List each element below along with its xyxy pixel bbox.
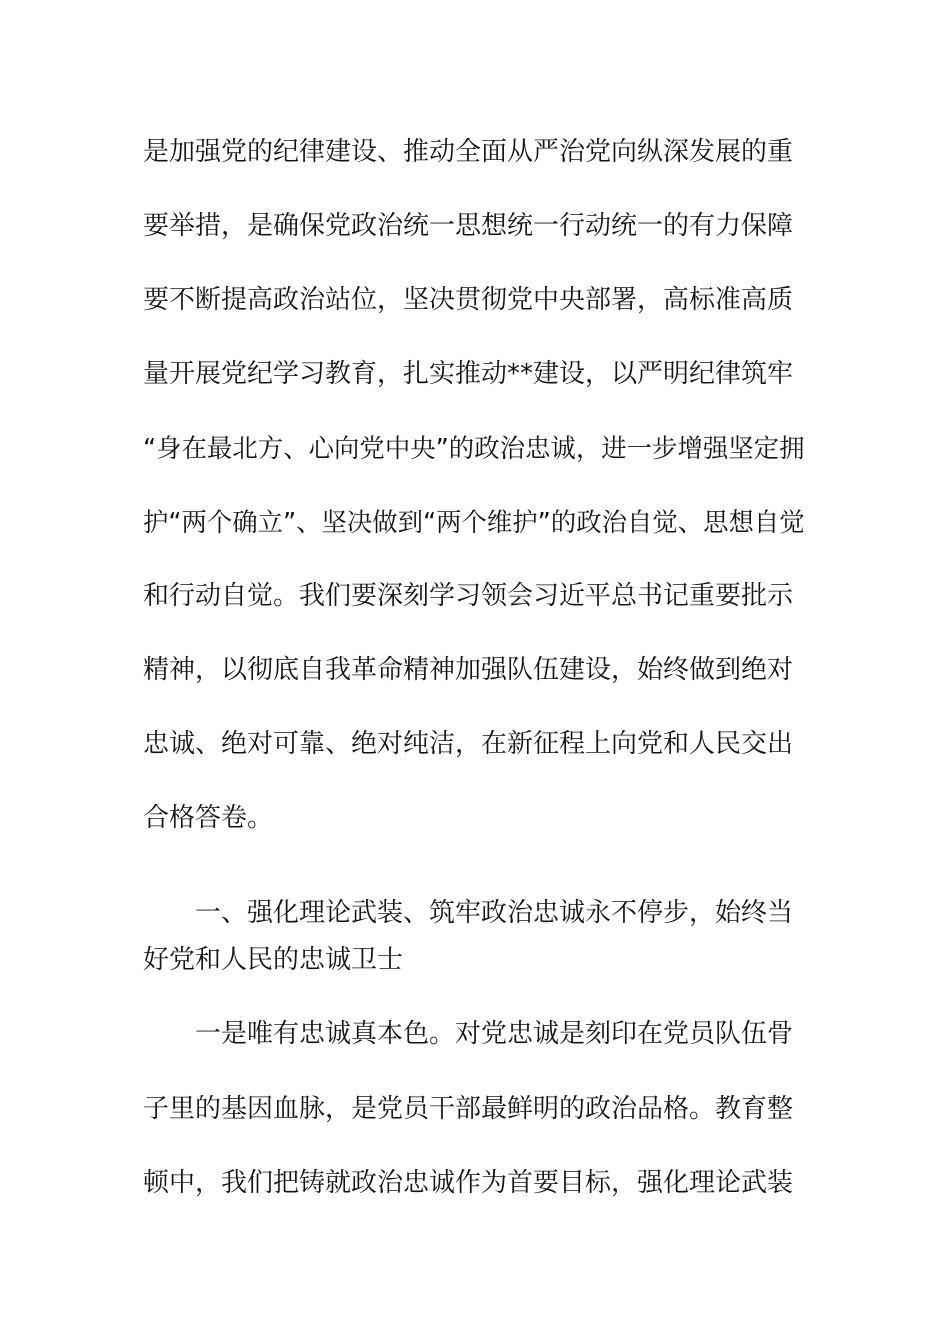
section-heading-line-1: 一、强化理论武装、筑牢政治忠诚永不停步，始终当 xyxy=(195,898,794,928)
paragraph-1-line-9: 忠诚、绝对可靠、绝对纯洁，在新征程上向党和人民交出 xyxy=(143,729,794,759)
paragraph-1-line-2: 要举措，是确保党政治统一思想统一行动统一的有力保障 xyxy=(143,211,794,241)
paragraph-1-line-4: 量开展党纪学习教育，扎实推动**建设，以严明纪律筑牢 xyxy=(143,359,794,389)
section-heading-line-2: 好党和人民的忠诚卫士 xyxy=(143,945,404,975)
paragraph-1-line-8: 精神，以彻底自我革命精神加强队伍建设，始终做到绝对 xyxy=(143,655,794,685)
paragraph-2-line-1: 一是唯有忠诚真本色。对党忠诚是刻印在党员队伍骨 xyxy=(195,1019,794,1049)
paragraph-1-line-7: 和行动自觉。我们要深刻学习领会习近平总书记重要批示 xyxy=(143,581,794,611)
paragraph-2-line-3: 顿中，我们把铸就政治忠诚作为首要目标，强化理论武装 xyxy=(143,1168,794,1198)
paragraph-1-line-5: “身在最北方、心向党中央”的政治忠诚，进一步增强坚定拥 xyxy=(143,433,805,463)
paragraph-2-line-2: 子里的基因血脉，是党员干部最鲜明的政治品格。教育整 xyxy=(143,1094,794,1124)
paragraph-1-line-10: 合格答卷。 xyxy=(143,803,274,833)
paragraph-1-line-1: 是加强党的纪律建设、推动全面从严治党向纵深发展的重 xyxy=(143,137,794,167)
paragraph-1-line-6: 护“两个确立”、坚决做到“两个维护”的政治自觉、思想自觉 xyxy=(143,507,805,537)
paragraph-1-line-3: 要不断提高政治站位，坚决贯彻党中央部署，高标准高质 xyxy=(143,285,794,315)
